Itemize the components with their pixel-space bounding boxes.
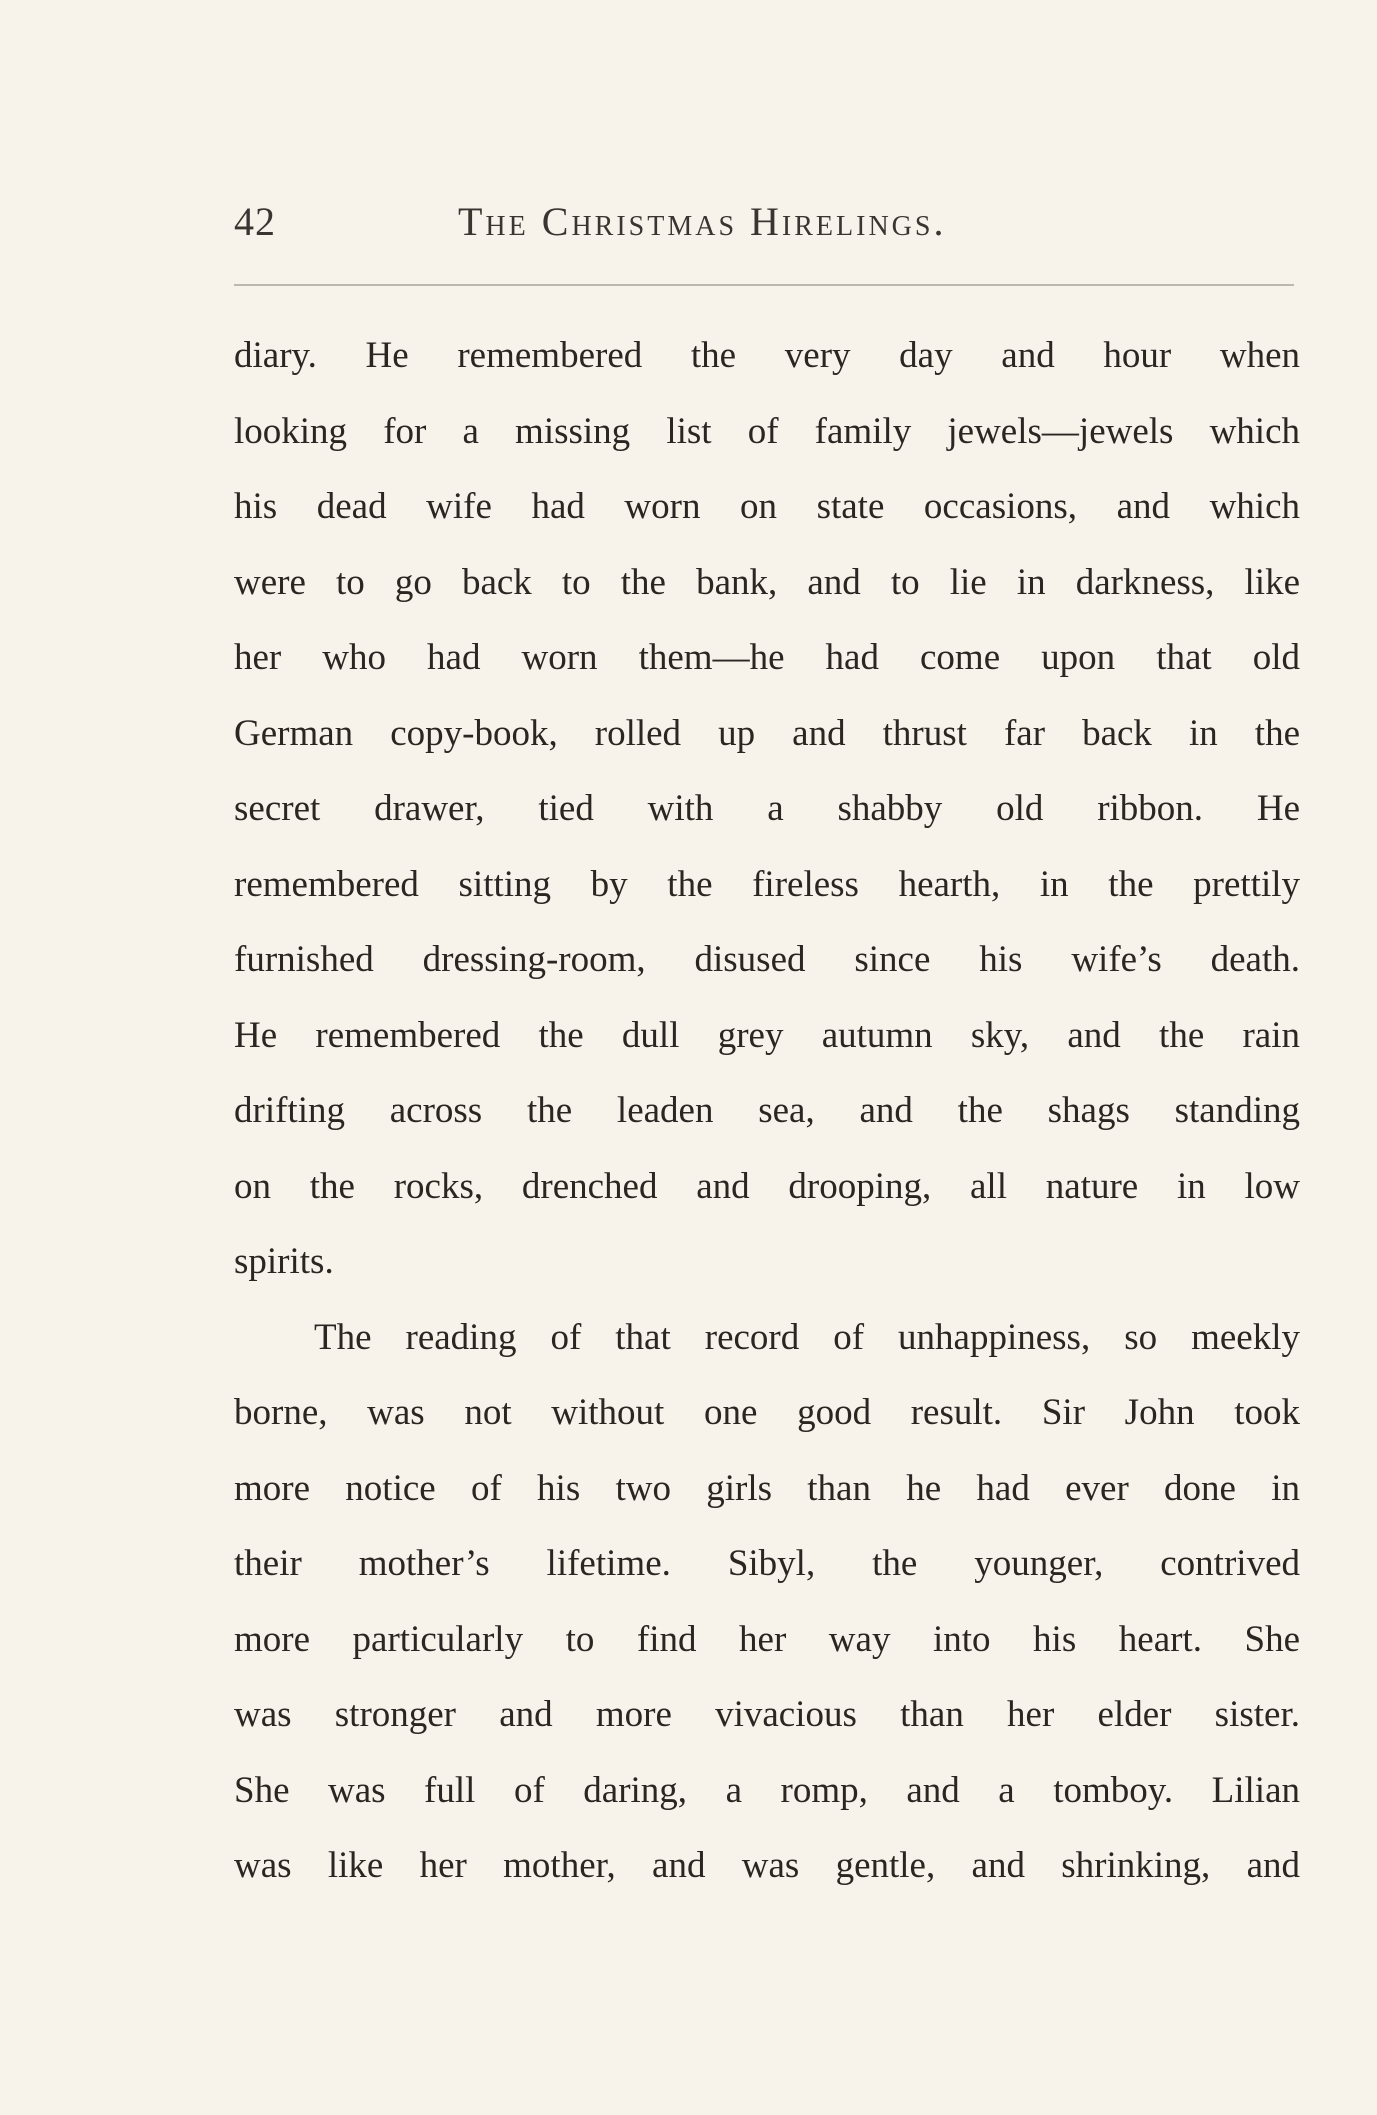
text-line: borne, was not without one good result. Sir John took xyxy=(234,1392,1300,1433)
text-line: She was full of daring, a romp, and a tomboy. Lilian xyxy=(234,1769,1300,1811)
header-rule xyxy=(234,284,1294,286)
running-title: The Christmas Hirelings. xyxy=(458,199,947,244)
text-line: on the rocks, drenched and drooping, all nature in low xyxy=(234,1165,1300,1207)
text-line: was stronger and more vivacious than her elder sister. xyxy=(234,1694,1300,1735)
text-line: remembered sitting by the fireless hearth, in the prettily xyxy=(234,863,1300,905)
text-line: was like her mother, and was gentle, and shrinking, and xyxy=(234,1845,1300,1886)
running-head xyxy=(234,198,1294,258)
text-line: furnished dressing-room, disused since his wife’s death. xyxy=(234,939,1300,980)
text-line: diary. He remembered the very day and hour when xyxy=(234,335,1300,376)
text-line: drifting across the leaden sea, and the shags standing xyxy=(234,1090,1300,1131)
body-text xyxy=(234,318,1300,1904)
text-line: looking for a missing list of family jewels—jewels which xyxy=(234,410,1300,452)
text-line: German copy-book, rolled up and thrust far back in the xyxy=(234,712,1300,754)
text-line: his dead wife had worn on state occasions, and which xyxy=(234,486,1300,527)
text-line: more notice of his two girls than he had ever done in xyxy=(234,1467,1300,1509)
text-line: were to go back to the bank, and to lie in darkness, like xyxy=(234,561,1300,603)
text-line: He remembered the dull grey autumn sky, and the rain xyxy=(234,1014,1300,1056)
text-line: secret drawer, tied with a shabby old ribbon. He xyxy=(234,788,1300,829)
paragraph-end-line: spirits. xyxy=(234,1241,334,1282)
text-line: their mother’s lifetime. Sibyl, the younger, contrived xyxy=(234,1543,1300,1584)
text-line: her who had worn them—he had come upon that old xyxy=(234,637,1300,678)
paragraph-start-line: The reading of that record of unhappiness, so meekly xyxy=(314,1316,1300,1358)
page-number: 42 xyxy=(234,199,276,244)
text-line: more particularly to find her way into his heart. She xyxy=(234,1618,1300,1660)
